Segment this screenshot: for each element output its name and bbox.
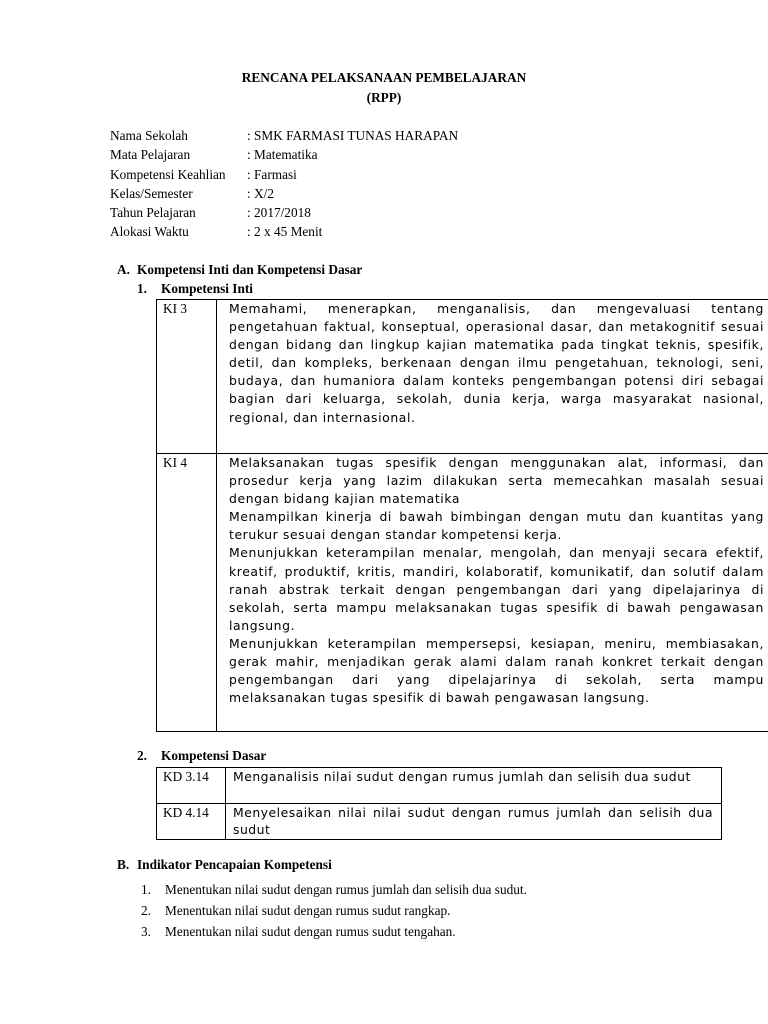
ki-paragraph: Menunjukkan keterampilan mempersepsi, kesiapan, meniru, membiasakan, gerak mahir, menjadikan gerak alami dalam ranah konkret terkait dengan pengembangan dari yang dipelajarinya di sekolah, serta mampu melaksanakan tugas spesifik di bawah pengawasan langsung. [229,635,764,706]
table-row [157,300,768,454]
identity-label: Alokasi Waktu [110,224,189,240]
ki-description-cell [217,454,768,732]
identity-row [110,203,458,222]
identity-row [110,184,458,203]
section-a-mark: A. [117,262,130,277]
identity-label: Kelas/Semester [110,185,193,201]
table-row [157,804,722,840]
kd-code-cell: KD 3.14 [157,768,226,804]
identity-label: Nama Sekolah [110,128,188,143]
identity-value: : Matematika [247,147,318,163]
identity-label: Tahun Pelajaran [110,205,196,221]
identity-row [110,165,458,184]
kompetensi-dasar-heading [137,748,266,764]
identity-label: Kompetensi Keahlian [110,166,226,182]
ki-code-cell: KI 4 [157,454,217,732]
ki-paragraph: Menunjukkan keterampilan menalar, mengolah, dan menyaji secara efektif, kreatif, produktif, kritis, mandiri, kolaboratif, komunikatif, dan solutif dalam ranah abstrak terkait dengan pengembangan dari yang dipelajarinya di sekolah, serta mampu melaksanakan tugas spesifik di bawah pengawasan langsung. [229,545,764,633]
subsection-2-mark: 2. [137,748,147,763]
kd-code-cell: KD 4.14 [157,804,226,840]
kd-description-cell: Menganalisis nilai sudut dengan rumus jumlah dan selisih dua sudut [226,768,722,804]
list-item [141,921,527,942]
ki-paragraph: Menampilkan kinerja di bawah bimbingan dengan mutu dan kuantitas yang terukur sesuai dengan standar kompetensi kerja. [229,509,764,543]
list-item-number: 1. [141,882,151,897]
kompetensi-dasar-table [156,767,722,840]
subsection-2-title: Kompetensi Dasar [161,748,267,763]
indikator-list [141,879,527,942]
ki-description-cell [217,300,768,454]
list-item-text: Menentukan nilai sudut dengan rumus sudut rangkap. [165,903,451,918]
identity-value: : 2017/2018 [247,205,311,221]
identity-value: : X/2 [247,185,274,201]
list-item [141,900,527,921]
kompetensi-inti-table [156,299,768,732]
kompetensi-inti-heading [137,281,253,297]
section-a-title: Kompetensi Inti dan Kompetensi Dasar [137,262,363,277]
section-b-mark: B. [117,857,130,872]
identity-row [110,126,458,145]
identity-block [110,126,458,242]
document-subtitle: (RPP) [366,90,402,105]
identity-row [110,145,458,164]
list-item-text: Menentukan nilai sudut dengan rumus sudut tengahan. [165,924,456,939]
document-title: RENCANA PELAKSANAAN PEMBELAJARAN [241,70,527,85]
ki-code-cell: KI 3 [157,300,217,454]
identity-value: : SMK FARMASI TUNAS HARAPAN [247,128,459,143]
subsection-1-mark: 1. [137,281,147,296]
table-row [157,454,768,732]
identity-value: : Farmasi [247,166,297,182]
identity-value: : 2 x 45 Menit [247,224,323,240]
kd-description-cell: Menyelesaikan nilai nilai sudut dengan rumus jumlah dan selisih dua sudut [226,804,722,840]
list-item [141,879,527,900]
list-item-text: Menentukan nilai sudut dengan rumus jumlah dan selisih dua sudut. [165,882,527,897]
ki-paragraph: Memahami, menerapkan, menganalisis, dan mengevaluasi tentang pengetahuan faktual, konseptual, operasional dasar, dan metakognitif sesuai dengan bidang dan lingkup kajian matematika pada tingkat teknis, spesifik, detil, dan kompleks, berkenaan dengan ilmu pengetahuan, teknologi, seni, budaya, dan humaniora dalam konteks pengembangan potensi diri sebagai bagian dari keluarga, sekolah, dunia kerja, warga masyarakat nasional, regional, dan internasional. [229,301,764,425]
identity-label: Mata Pelajaran [110,147,191,163]
subsection-1-title: Kompetensi Inti [161,281,253,296]
ki-paragraph: Melaksanakan tugas spesifik dengan menggunakan alat, informasi, dan prosedur kerja yang lazim dilakukan serta memecahkan masalah sesuai dengan bidang kajian matematika [229,455,764,507]
section-a-heading [117,262,362,278]
identity-row [110,222,458,241]
list-item-number: 3. [141,924,151,939]
section-b-title: Indikator Pencapaian Kompetensi [137,857,332,872]
list-item-number: 2. [141,903,151,918]
table-row [157,768,722,804]
section-b-heading [117,857,332,873]
